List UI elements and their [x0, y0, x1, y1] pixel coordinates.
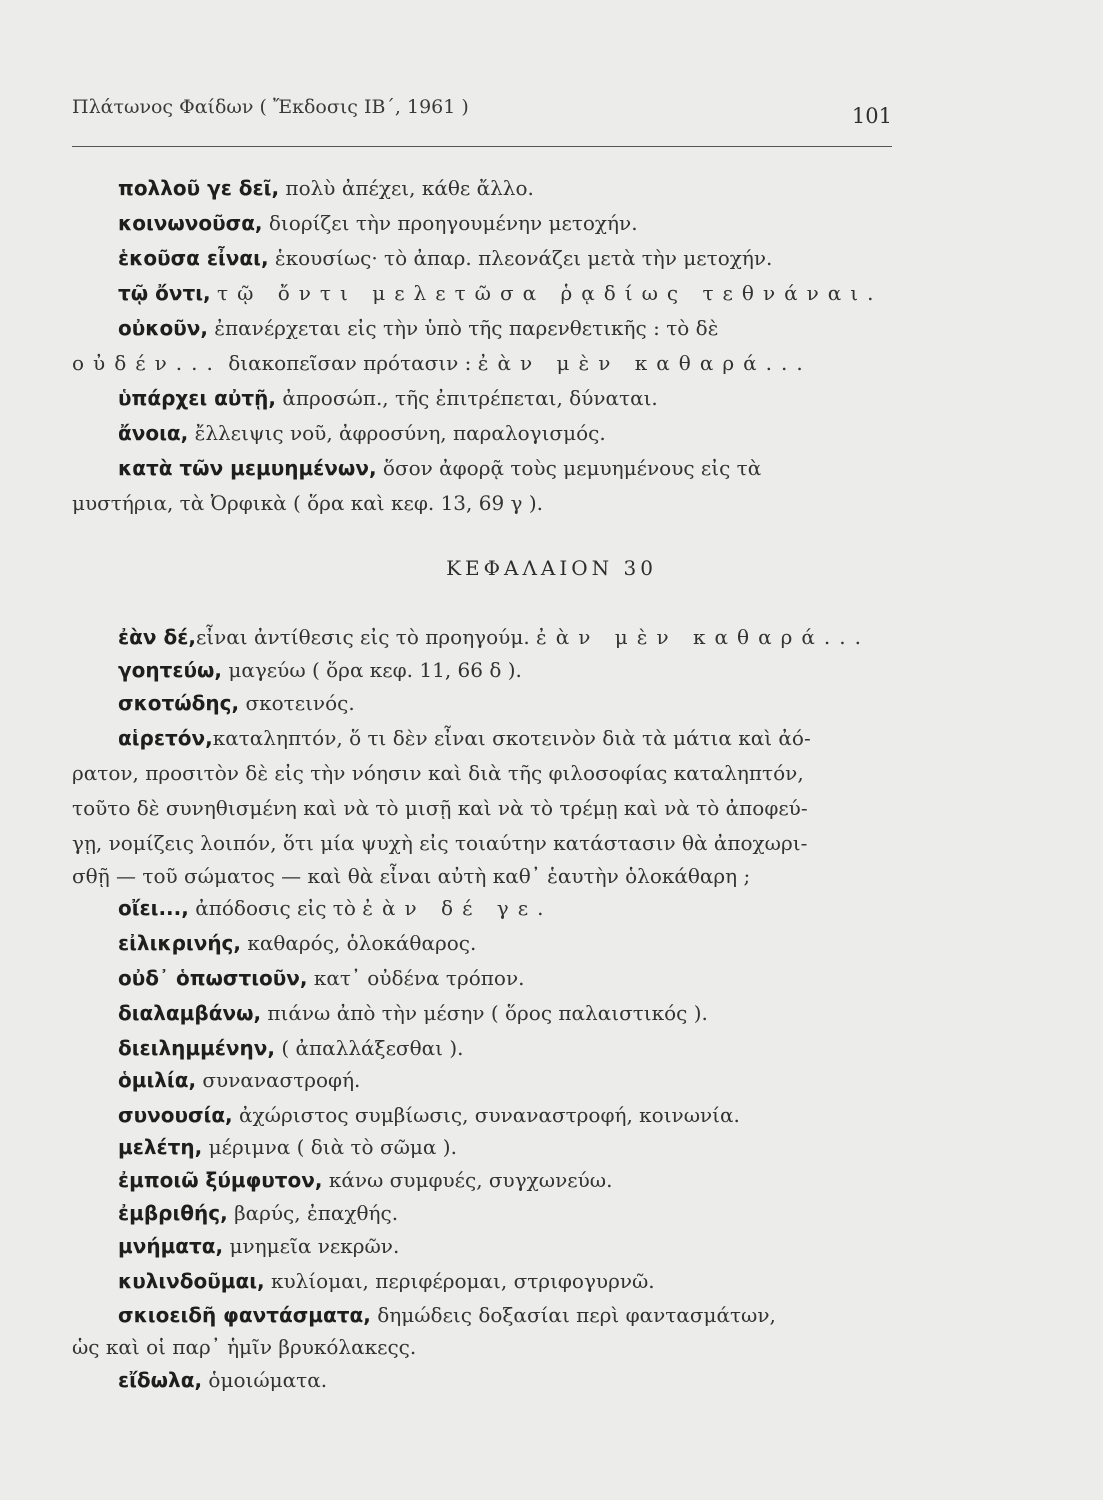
gloss-spaced-quote: ἐὰν δέ γε. [362, 896, 553, 920]
gloss-headword: διειλημμένην, [118, 1036, 276, 1060]
gloss-definition: ἔλλειψις νοῦ, ἀφροσύνη, παραλογισμός. [188, 421, 606, 445]
header-rule [72, 146, 892, 147]
gloss-line [72, 794, 808, 822]
gloss-headword: εἴδωλα, [118, 1368, 203, 1392]
gloss-line [118, 454, 761, 482]
gloss-line [118, 1034, 463, 1062]
gloss-headword: πολλοῦ γε δεῖ, [118, 176, 280, 200]
gloss-definition: ὅσον ἀφορᾷ τοὺς μεμυημένους εἰς τὰ [376, 456, 762, 480]
gloss-line [118, 174, 534, 202]
chapter-heading: ΚΕΦΑΛΑΙΟΝ 30 [446, 556, 657, 580]
gloss-line [118, 656, 522, 684]
gloss-line [118, 1301, 776, 1329]
gloss-spaced-quote: τῷ ὄντι μελετῶσα ῥᾳδίως τεθνάναι. [217, 281, 883, 305]
gloss-headword: κυλινδοῦμαι, [118, 1269, 265, 1293]
gloss-headword: μνήματα, [118, 1234, 224, 1258]
gloss-definition: πολὺ ἀπέχει, κάθε ἄλλο. [279, 176, 534, 200]
gloss-definition: μαγεύω ( ὅρα κεφ. 11, 66 δ ). [221, 658, 522, 682]
gloss-definition: δημώδεις δοξασίαι περὶ φαντασμάτων, [370, 1303, 776, 1327]
gloss-headword: ἐμποιῶ ξύμφυτον, [118, 1168, 323, 1192]
gloss-definition: ἑκουσίως· τὸ ἀπαρ. πλεονάζει μετὰ τὴν μετοχήν. [268, 246, 773, 270]
gloss-headword: γοητεύω, [118, 658, 222, 682]
page-number: 101 [851, 104, 892, 128]
gloss-headword: σκοτώδης, [118, 691, 240, 715]
gloss-definition: γῃ, νομίζεις λοιπόν, ὅτι μία ψυχὴ εἰς τοιαύτην κατάστασιν θὰ ἀποχωρι- [72, 831, 808, 855]
gloss-definition: ὡς καὶ οἱ παρ᾽ ἡμῖν βρυκόλακεςς. [72, 1335, 417, 1359]
gloss-definition: βαρύς, ἐπαχθής. [227, 1201, 399, 1225]
gloss-spaced-quote: ἐὰν μὲν καθαρά... [536, 625, 870, 649]
gloss-headword: ὑπάρχει αὐτῇ, [118, 386, 277, 410]
gloss-headword: τῷ ὄντι, [118, 281, 211, 305]
gloss-definition: κατ᾽ οὐδένα τρόπον. [307, 966, 525, 990]
gloss-line [118, 1101, 740, 1129]
gloss-line [118, 244, 772, 272]
gloss-definition: κυλίομαι, περιφέρομαι, στριφογυρνῶ. [264, 1269, 655, 1293]
gloss-definition: μνημεῖα νεκρῶν. [223, 1234, 400, 1258]
gloss-headword: διαλαμβάνω, [118, 1001, 262, 1025]
gloss-line [118, 279, 883, 307]
gloss-headword: ἄνοια, [118, 421, 189, 445]
gloss-line [118, 384, 658, 412]
gloss-headword: ἑκοῦσα εἶναι, [118, 246, 269, 270]
gloss-definition: ( ἀπαλλάξεσθαι ). [275, 1036, 464, 1060]
gloss-line [118, 1133, 457, 1161]
gloss-definition: καταληπτόν, ὅ τι δὲν εἶναι σκοτεινὸν διὰ τὰ μάτια καὶ ἀό- [212, 726, 811, 750]
gloss-definition: ὁμοιώματα. [202, 1368, 328, 1392]
gloss-definition: ἀπροσώπ., τῆς ἐπιτρέπεται, δύναται. [276, 386, 658, 410]
gloss-line [118, 1366, 327, 1394]
gloss-line [118, 419, 606, 447]
gloss-definition: διακοπεῖσαν πρότασιν : [221, 351, 478, 375]
gloss-line [118, 894, 552, 922]
gloss-definition: σθῇ — τοῦ σώματος — καὶ θὰ εἶναι αὐτὴ καθ᾽ ἑαυτὴν ὁλοκάθαρη ; [72, 864, 751, 888]
gloss-headword: οὐδ᾽ ὁπωστιοῦν, [118, 966, 308, 990]
gloss-definition: κάνω συμφυές, συγχωνεύω. [322, 1168, 613, 1192]
gloss-spaced-quote: ἐὰν μὲν καθαρά... [477, 351, 812, 375]
gloss-headword: εἰλικρινής, [118, 931, 242, 955]
gloss-line [72, 829, 807, 857]
gloss-definition: σκοτεινός. [239, 691, 355, 715]
gloss-headword: συνουσία, [118, 1103, 233, 1127]
gloss-line [118, 1066, 360, 1094]
gloss-line [118, 1166, 612, 1194]
gloss-definition: μέριμνα ( διὰ τὸ σῶμα ). [202, 1135, 457, 1159]
gloss-line [72, 489, 543, 517]
gloss-definition: καθαρός, ὁλοκάθαρος. [241, 931, 477, 955]
gloss-line [72, 1333, 416, 1361]
gloss-line [118, 964, 524, 992]
gloss-definition: ρατον, προσιτὸν δὲ εἰς τὴν νόησιν καὶ διὰ τῆς φιλοσοφίας καταληπτόν, [72, 761, 804, 785]
gloss-line [118, 314, 718, 342]
gloss-line [118, 209, 638, 237]
gloss-headword: οἴει..., [118, 896, 189, 920]
gloss-headword: ὁμιλία, [118, 1068, 197, 1092]
gloss-line [118, 1199, 398, 1227]
gloss-line [118, 1232, 399, 1260]
gloss-headword: μελέτη, [118, 1135, 203, 1159]
gloss-definition: ἀπόδοσις εἰς τὸ [188, 896, 363, 920]
gloss-definition: πιάνω ἀπὸ τὴν μέσην ( ὅρος παλαιστικός ). [261, 1001, 708, 1025]
gloss-definition: εἶναι ἀντίθεσις εἰς τὸ προηγούμ. [195, 625, 537, 649]
gloss-headword: ἐμβριθής, [118, 1201, 228, 1225]
gloss-headword: ἐὰν δέ, [118, 625, 196, 649]
gloss-line [118, 1267, 655, 1295]
running-head [72, 96, 892, 136]
gloss-headword: οὐκοῦν, [118, 316, 208, 340]
gloss-line [118, 724, 811, 752]
running-head-title: Πλάτωνος Φαίδων ( Ἔκδοσις ΙΒ΄, 1961 ) [72, 96, 469, 118]
gloss-definition: μυστήρια, τὰ Ὀρφικὰ ( ὅρα καὶ κεφ. 13, 69 γ ). [72, 491, 544, 515]
gloss-line [118, 929, 476, 957]
gloss-line [72, 862, 750, 890]
gloss-definition: ἐπανέρχεται εἰς τὴν ὑπὸ τῆς παρενθετικῆς : τὸ δὲ [207, 316, 719, 340]
gloss-headword: κοινωνοῦσα, [118, 211, 263, 235]
gloss-line [118, 999, 708, 1027]
gloss-definition: διορίζει τὴν προηγουμένην μετοχήν. [262, 211, 638, 235]
gloss-headword: κατὰ τῶν μεμυημένων, [118, 456, 377, 480]
gloss-definition: τοῦτο δὲ συνηθισμένη καὶ νὰ τὸ μισῇ καὶ νὰ τὸ τρέμῃ καὶ νὰ τὸ ἀποφεύ- [72, 796, 808, 820]
gloss-spaced-quote: οὐδέν... [72, 351, 222, 375]
gloss-line [72, 349, 812, 377]
gloss-definition: ἀχώριστος συμβίωσις, συναναστροφή, κοινωνία. [232, 1103, 740, 1127]
gloss-headword: αἱρετόν, [118, 726, 213, 750]
gloss-headword: σκιοειδῆ φαντάσματα, [118, 1303, 371, 1327]
gloss-definition: συναναστροφή. [196, 1068, 361, 1092]
gloss-line [118, 689, 355, 717]
gloss-line [72, 759, 804, 787]
gloss-line [118, 623, 870, 651]
